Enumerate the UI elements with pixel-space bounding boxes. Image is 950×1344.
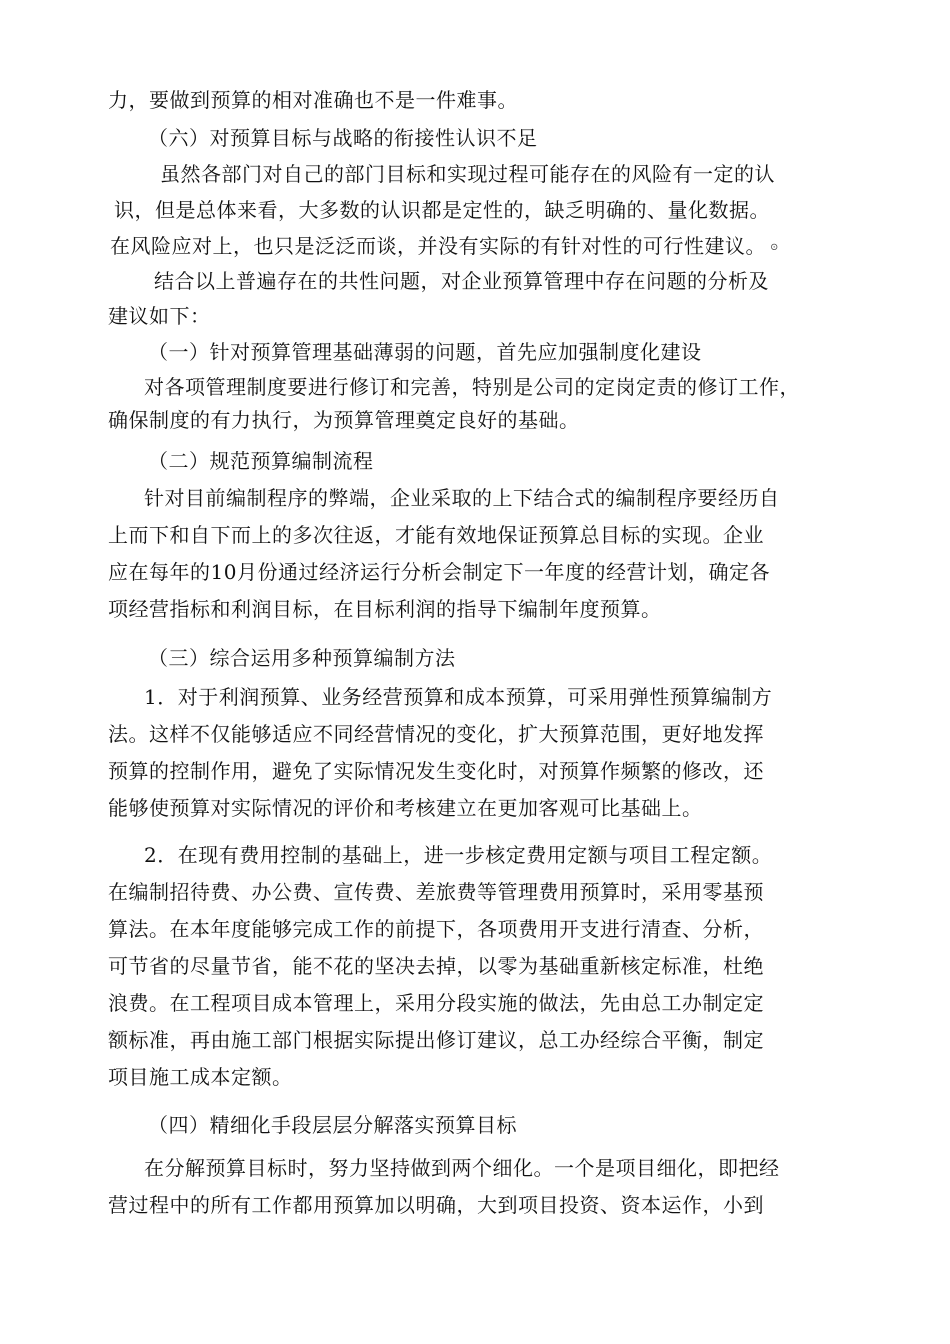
section-heading: （一）针对预算管理基础薄弱的问题，首先应加强制度化建设 — [148, 340, 702, 364]
text-line: 营过程中的所有工作都用预算加以明确，大到项目投资、资本运作，小到 — [108, 1193, 764, 1217]
text-line: 2．在现有费用控制的基础上，进一步核定费用定额与项目工程定额。 — [144, 843, 773, 867]
text-line: 对各项管理制度要进行修订和完善，特别是公司的定岗定责的修订工作， — [144, 375, 800, 399]
text-line: 识，但是总体来看，大多数的认识都是定性的，缺乏明确的、量化数据。 — [114, 198, 770, 222]
text-line: 应在每年的10月份通过经济运行分析会制定下一年度的经营计划，确定各 — [108, 560, 770, 584]
text-line: 额标准，再由施工部门根据实际提出修订建议，总工办经综合平衡，制定 — [108, 1028, 764, 1052]
text-line: 针对目前编制程序的弊端，企业采取的上下结合式的编制程序要经历自 — [144, 486, 780, 510]
text-line: 算法。在本年度能够完成工作的前提下，各项费用开支进行清查、分析， — [108, 917, 764, 941]
section-heading: （六）对预算目标与战略的衔接性认识不足 — [148, 126, 538, 150]
text-line: 确保制度的有力执行，为预算管理奠定良好的基础。 — [108, 408, 580, 432]
text-line: 浪费。在工程项目成本管理上，采用分段实施的做法，先由总工办制定定 — [108, 991, 764, 1015]
text-line-content: 在风险应对上，也只是泛泛而谈，并没有实际的有针对性的可行性建议。 — [110, 234, 766, 258]
section-heading: （三）综合运用多种预算编制方法 — [148, 646, 456, 670]
section-heading: （四）精细化手段层层分解落实预算目标 — [148, 1113, 517, 1137]
text-line: 虽然各部门对自己的部门目标和实现过程可能存在的风险有一定的认 — [160, 162, 775, 186]
text-line — [110, 231, 779, 263]
text-line: 在分解预算目标时，努力坚持做到两个细化。一个是项目细化，即把经 — [144, 1156, 780, 1180]
text-line: 力，要做到预算的相对准确也不是一件难事。 — [108, 88, 518, 112]
paragraph-mark-icon: ⊙ — [770, 241, 779, 253]
text-line: 结合以上普遍存在的共性问题，对企业预算管理中存在问题的分析及 — [154, 269, 769, 293]
text-line: 在编制招待费、办公费、宣传费、差旅费等管理费用预算时，采用零基预 — [108, 880, 764, 904]
text-line: 建议如下： — [108, 304, 211, 328]
text-line: 1．对于利润预算、业务经营预算和成本预算，可采用弹性预算编制方 — [144, 685, 773, 709]
text-line: 可节省的尽量节省，能不花的坚决去掉，以零为基础重新核定标准，杜绝 — [108, 954, 764, 978]
text-line: 预算的控制作用，避免了实际情况发生变化时，对预算作频繁的修改，还 — [108, 759, 764, 783]
text-line: 项目施工成本定额。 — [108, 1065, 293, 1089]
section-heading: （二）规范预算编制流程 — [148, 449, 374, 473]
text-line: 法。这样不仅能够适应不同经营情况的变化，扩大预算范围，更好地发挥 — [108, 722, 764, 746]
text-line: 项经营指标和利润目标，在目标利润的指导下编制年度预算。 — [108, 597, 662, 621]
text-line: 能够使预算对实际情况的评价和考核建立在更加客观可比基础上。 — [108, 796, 703, 820]
text-line: 上而下和自下而上的多次往返，才能有效地保证预算总目标的实现。企业 — [108, 523, 764, 547]
